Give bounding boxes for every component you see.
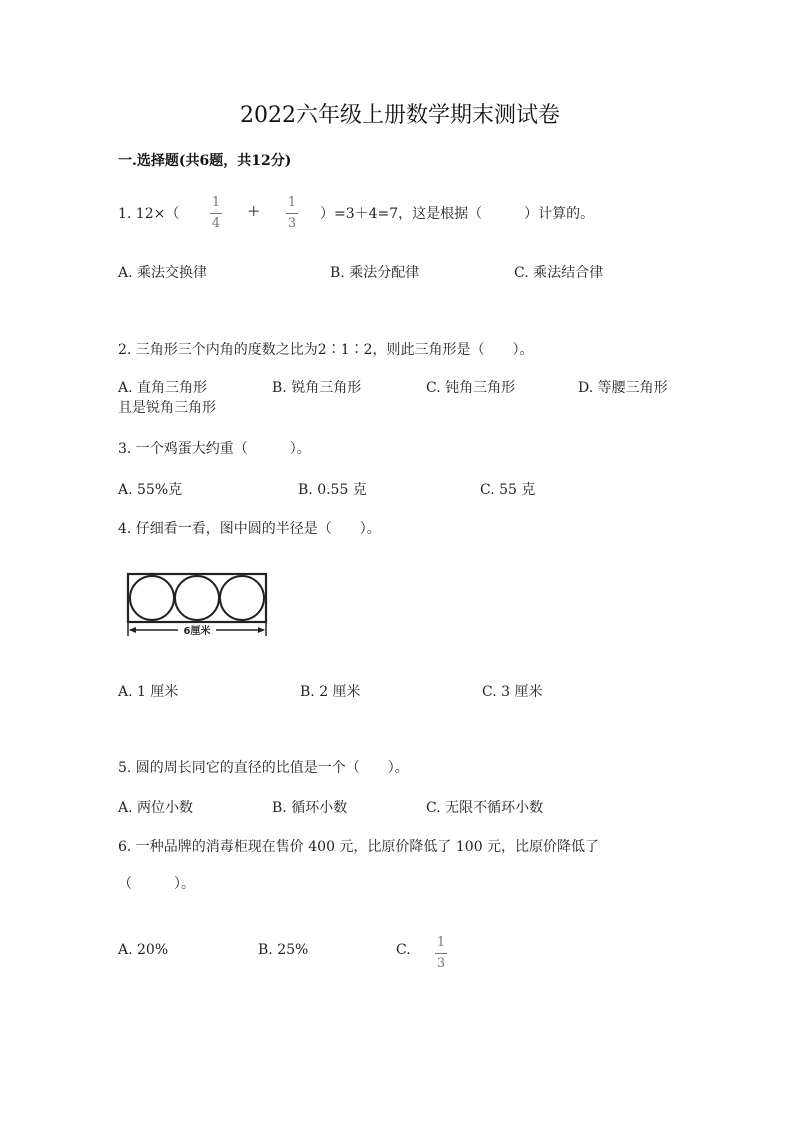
question-3-text: 3. 一个鸡蛋大约重（ ）。 xyxy=(118,441,311,457)
figure-dimension-label: 6厘米 xyxy=(183,626,211,637)
plus-sign: + xyxy=(247,201,261,220)
question-4-option-a: A. 1 厘米 xyxy=(118,684,179,700)
question-6-option-a: A. 20% xyxy=(118,942,169,958)
question-1-fraction-2 xyxy=(286,195,298,231)
question-3-option-b: B. 0.55 克 xyxy=(298,482,367,498)
question-4-text: 4. 仔细看一看，图中圆的半径是（ ）。 xyxy=(118,521,381,537)
question-2-option-a: A. 直角三角形 xyxy=(118,380,208,396)
figure-circle-2 xyxy=(175,576,219,620)
dimension-arrow-left xyxy=(129,627,136,633)
question-3-option-c: C. 55 克 xyxy=(480,482,536,498)
question-5-option-b: B. 循环小数 xyxy=(272,800,348,816)
fraction-denominator: 3 xyxy=(287,216,297,231)
figure-circle-1 xyxy=(130,576,174,620)
fraction-bar xyxy=(435,953,447,954)
question-6-option-c: C. xyxy=(396,942,411,958)
question-2-option-b: B. 锐角三角形 xyxy=(272,380,362,396)
question-1-option-b: B. 乘法分配律 xyxy=(330,265,420,281)
figure-circle-3 xyxy=(220,576,264,620)
question-5-option-c: C. 无限不循环小数 xyxy=(426,800,544,816)
question-6-option-c-fraction xyxy=(435,935,447,971)
question-1-suffix: ）=3＋4=7，这是根据（ ）计算的。 xyxy=(320,206,595,222)
question-4-option-b: B. 2 厘米 xyxy=(300,684,361,700)
fraction-numerator: 1 xyxy=(287,195,297,210)
fraction-bar xyxy=(286,213,298,214)
question-6-text: 6. 一种品牌的消毒柜现在售价 400 元，比原价降低了 100 元，比原价降低了 xyxy=(118,839,600,855)
question-2-option-d: D. 等腰三角形 xyxy=(578,380,668,396)
fraction-denominator: 3 xyxy=(436,956,446,971)
question-6-option-b: B. 25% xyxy=(258,942,309,958)
circles-in-rectangle-figure xyxy=(124,570,270,638)
question-5-option-a: A. 两位小数 xyxy=(118,800,194,816)
question-3-option-a: A. 55%克 xyxy=(118,482,183,498)
figure-rectangle xyxy=(128,574,266,622)
fraction-numerator: 1 xyxy=(436,935,446,950)
question-4-option-c: C. 3 厘米 xyxy=(482,684,543,700)
question-1-option-a: A. 乘法交换律 xyxy=(118,265,208,281)
question-1-fraction-1 xyxy=(210,195,222,231)
question-5-text: 5. 圆的周长同它的直径的比值是一个（ ）。 xyxy=(118,760,409,776)
page-title: 2022六年级上册数学期末测试卷 xyxy=(240,103,560,128)
fraction-numerator: 1 xyxy=(211,195,221,210)
question-2-option-d-continued: 且是锐角三角形 xyxy=(118,400,216,416)
fraction-bar xyxy=(210,213,222,214)
question-2-option-c: C. 钝角三角形 xyxy=(426,380,516,396)
dimension-arrow-right xyxy=(258,627,265,633)
question-1-option-c: C. 乘法结合律 xyxy=(514,265,604,281)
fraction-denominator: 4 xyxy=(211,216,221,231)
question-2-text: 2. 三角形三个内角的度数之比为2∶1∶2，则此三角形是（ ）。 xyxy=(118,342,534,358)
question-1-prefix: 1. 12×（ xyxy=(118,206,180,222)
section-heading: 一.选择题(共6题，共12分) xyxy=(118,153,292,169)
question-6-text-continued: （ ）。 xyxy=(118,876,195,892)
